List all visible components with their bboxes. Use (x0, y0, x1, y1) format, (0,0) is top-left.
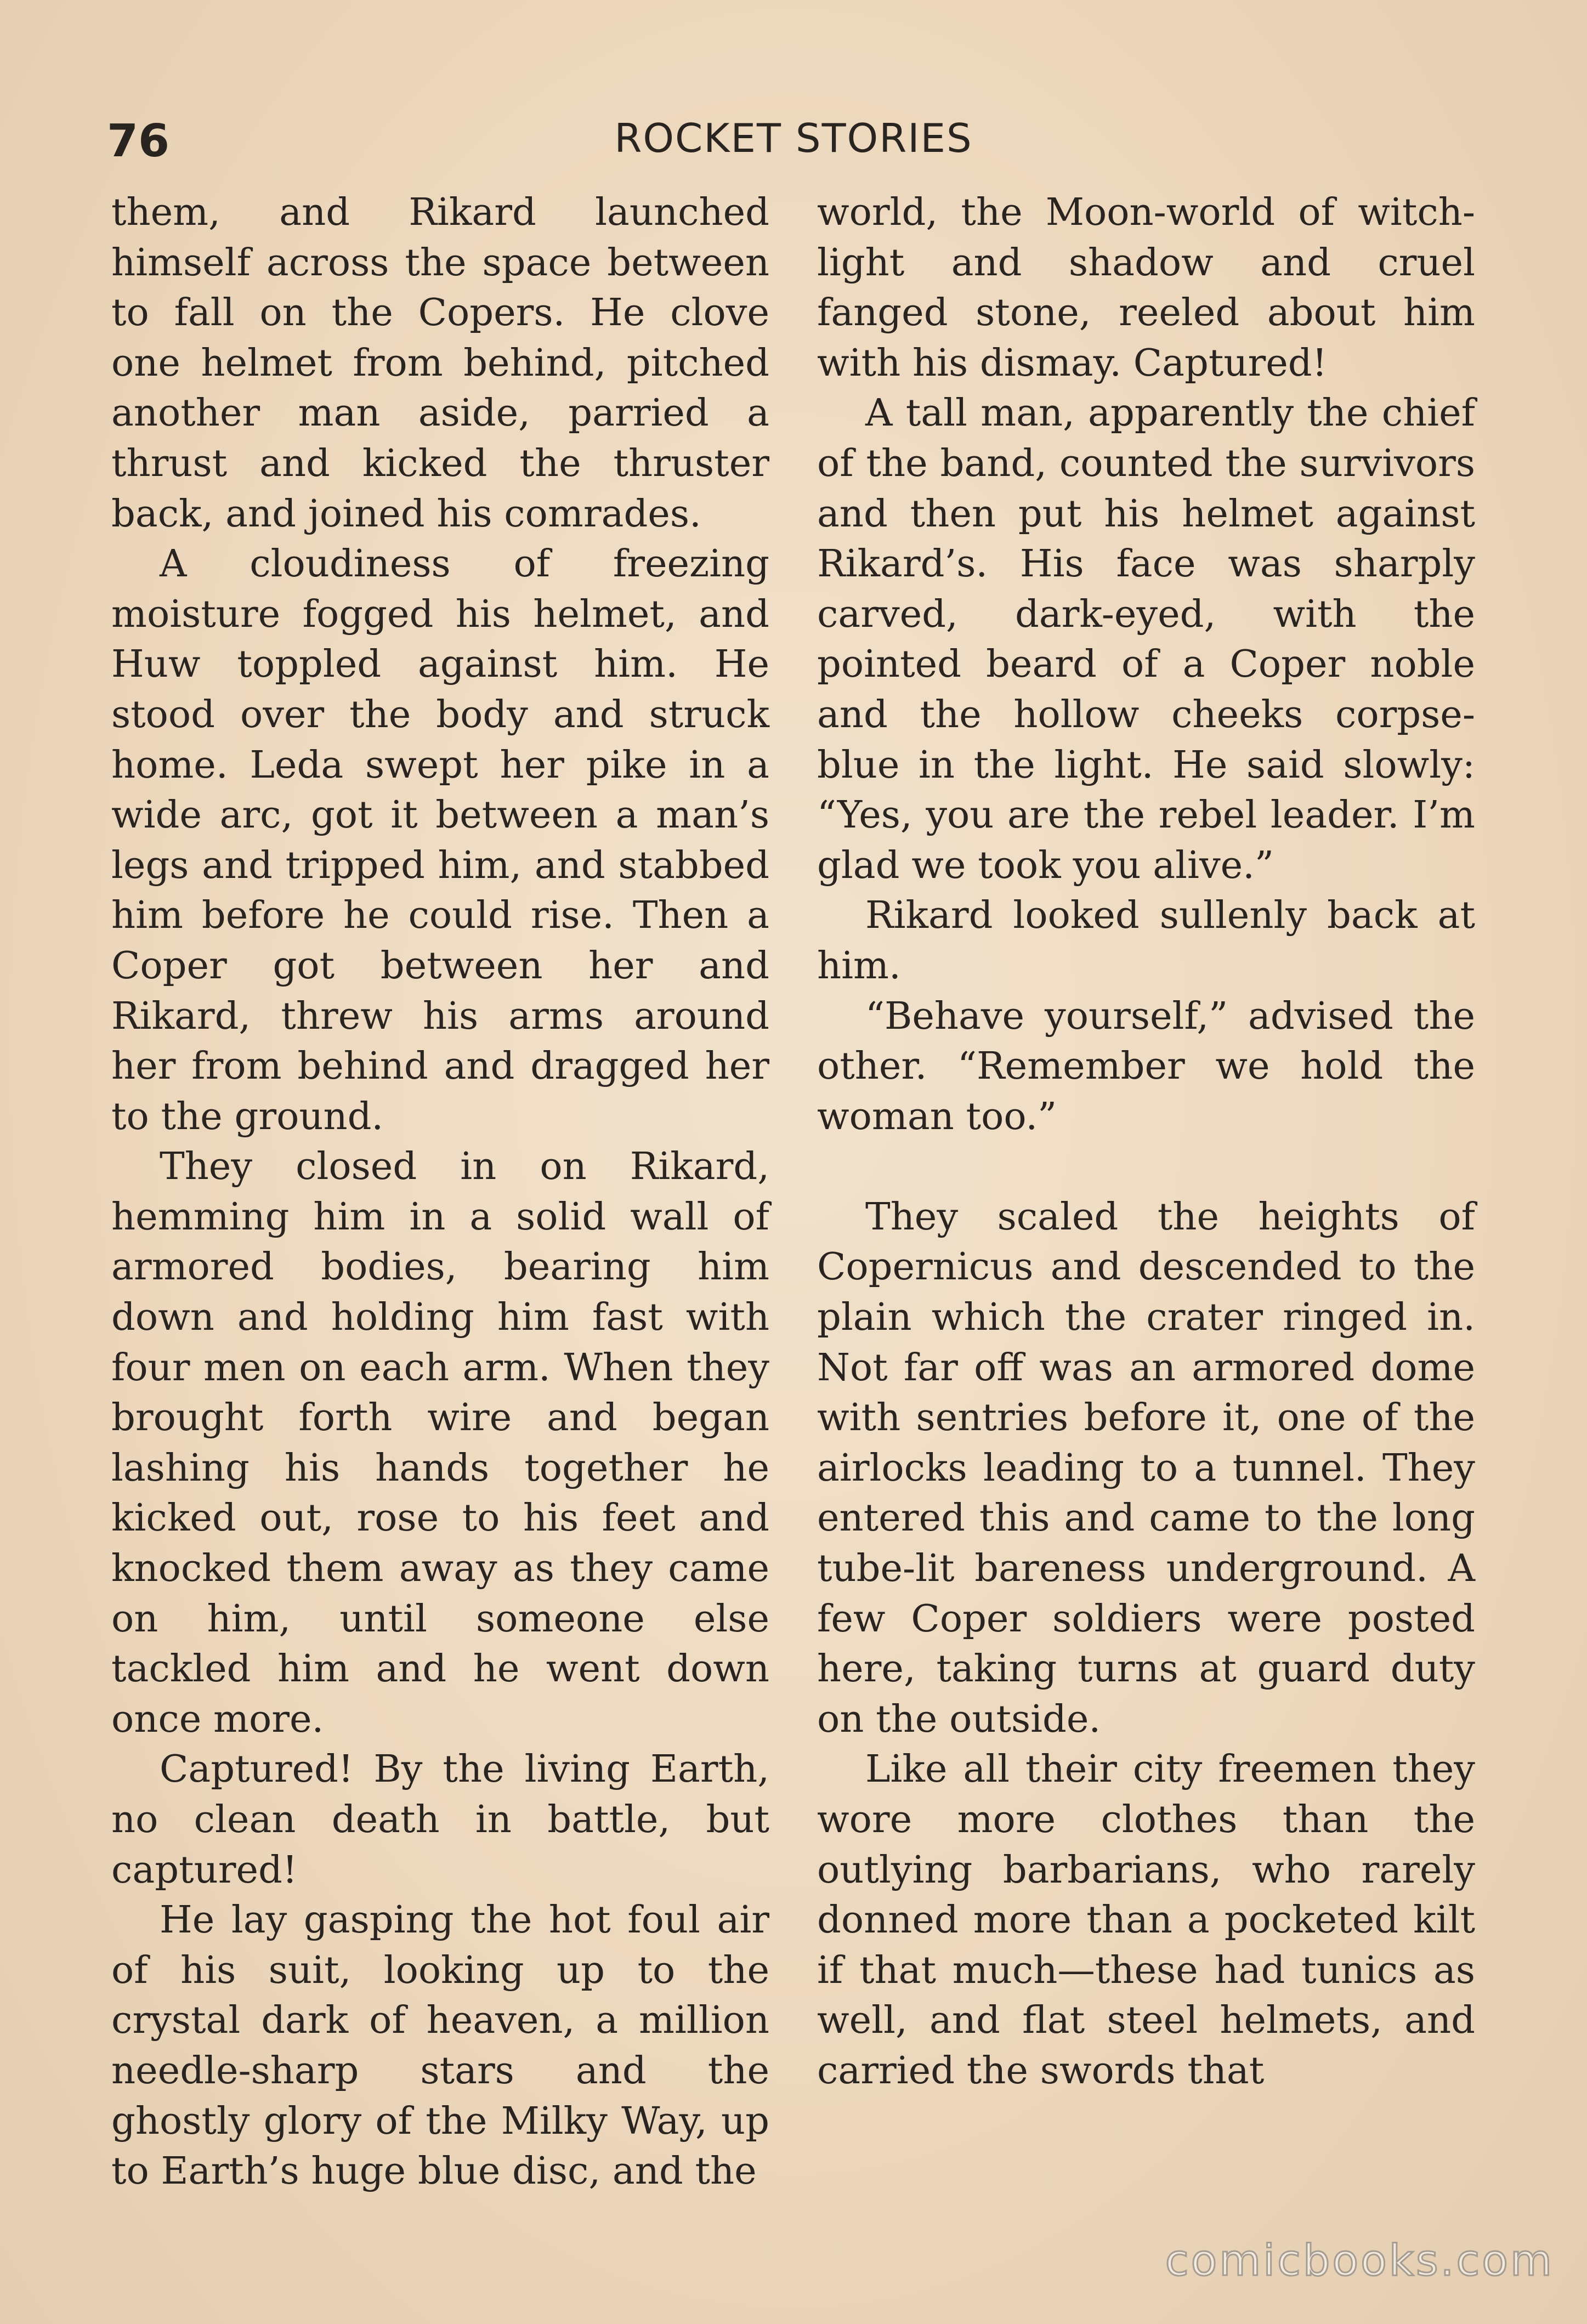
paragraph: They scaled the heights of Copernicus and descended to the plain which the crater ringed in. Not far off was an armored dome with sentries before it, one of the airlocks leading to a tunnel. They entered this and came to the long tube-lit bareness underground. A few Coper soldiers were posted here, taking turns at guard duty on the outside. (817, 1194, 1475, 1741)
watermark: comicbooks.com (1165, 2236, 1554, 2286)
paragraph: He lay gasping the hot foul air of his suit, looking up to the crystal dark of heaven, a million needle-sharp stars and the ghostly glory of the Milky Way, up to Earth’s huge blue disc, and the (111, 1898, 769, 2193)
right-column (817, 188, 1475, 2096)
paragraph: them, and Rikard launched himself across the space between to fall on the Copers. He clove one helmet from behind, pitched another man aside, parried a thrust and kicked the thruster back, and joined his comrades. (111, 190, 769, 536)
paragraph: world, the Moon-world of witch-light and shadow and cruel fanged stone, reeled about him with his dismay. Captured! (817, 190, 1475, 385)
page-header (0, 110, 1587, 170)
paragraph: A tall man, apparently the chief of the band, counted the survivors and then put his helmet against Rikard’s. His face was sharply carved, dark-eyed, with the pointed beard of a Coper noble and the hollow cheeks corpse-blue in the light. He said slowly: “Yes, you are the rebel leader. I’m glad we took you alive.” (817, 391, 1475, 887)
paragraph: “Behave yourself,” advised the other. “Remember we hold the woman too.” (817, 994, 1475, 1138)
paragraph: A cloudiness of freezing moisture fogged his helmet, and Huw toppled against him. He stood over the body and struck home. Leda swept her pike in a wide arc, got it between a man’s legs and tripped him, and stabbed him before he could rise. Then a Coper got between her and Rikard, threw his arms around her from behind and dragged her to the ground. (111, 542, 769, 1138)
page-number: 76 (107, 115, 170, 167)
paragraph: Captured! By the living Earth, no clean death in battle, but captured! (111, 1747, 769, 1892)
left-column (111, 188, 769, 2197)
paragraph: They closed in on Rikard, hemming him in a solid wall of armored bodies, bearing him down and holding him fast with four men on each arm. When they brought forth wire and began lashing his hands together he kicked out, rose to his feet and knocked them away as they came on him, until someone else tackled him and he went down once more. (111, 1144, 769, 1741)
paragraph: Like all their city freemen they wore more clothes than the outlying barbarians, who rarely donned more than a pocketed kilt if that much—these had tunics as well, and flat steel helmets, and carried the swords that (817, 1747, 1475, 2093)
running-head: ROCKET STORIES (614, 115, 973, 161)
paragraph: Rikard looked sullenly back at him. (817, 893, 1475, 988)
